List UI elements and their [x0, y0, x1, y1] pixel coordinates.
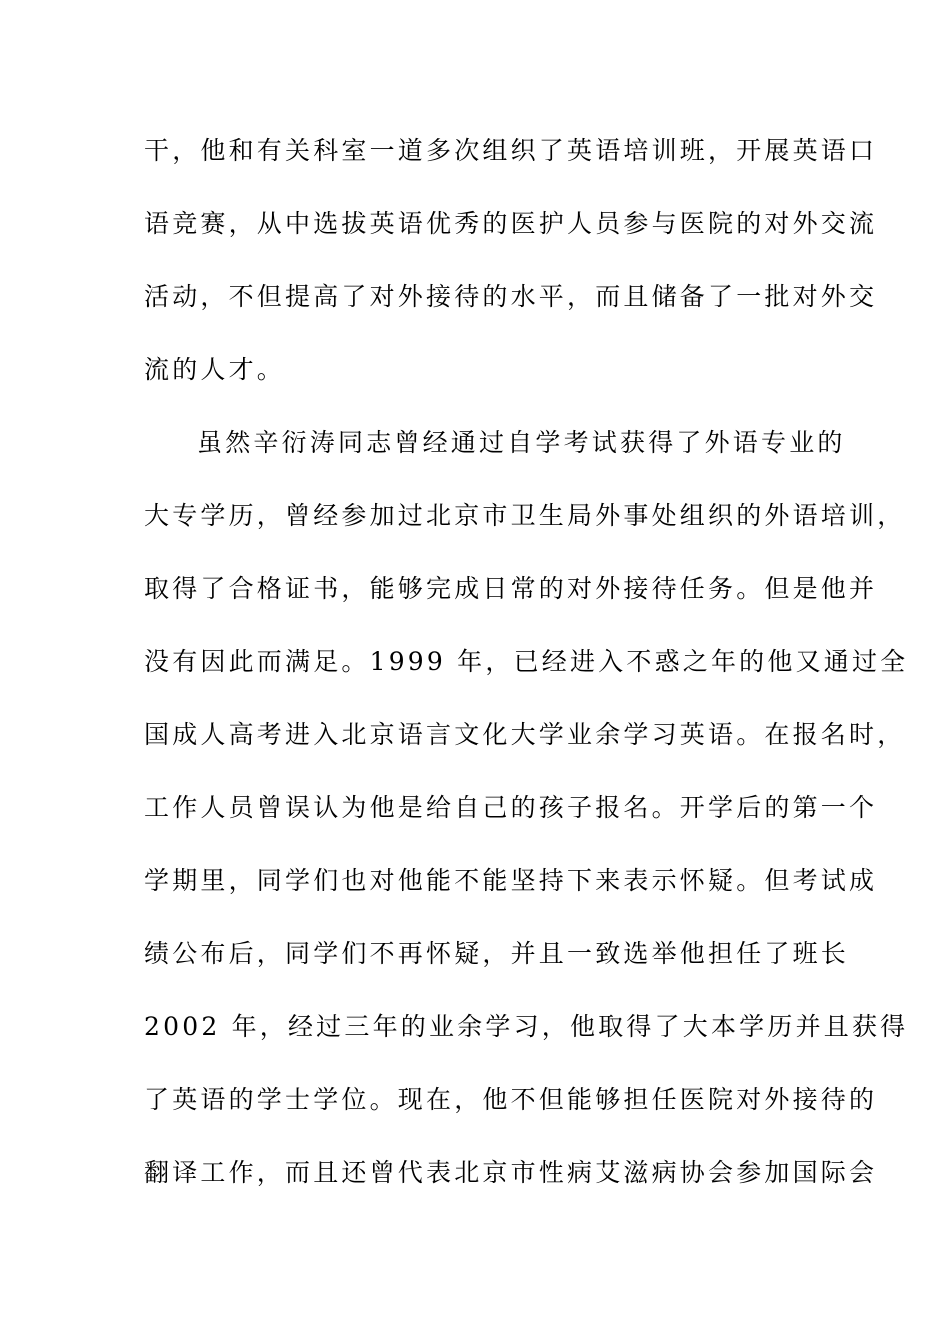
text-line-7: 取得了合格证书，能够完成日常的对外接待任务。但是他并	[144, 574, 878, 603]
text-line-6: 大专学历，曾经参加过北京市卫生局外事处组织的外语培训，	[144, 501, 906, 530]
text-line-15: 翻译工作，而且还曾代表北京市性病艾滋病协会参加国际会	[144, 1158, 878, 1187]
text-line-2: 语竞赛，从中选拔英语优秀的医护人员参与医院的对外交流	[144, 209, 878, 238]
text-line-12: 绩公布后，同学们不再怀疑，并且一致选举他担任了班长	[144, 939, 850, 968]
text-line-10: 工作人员曾误认为他是给自己的孩子报名。开学后的第一个	[144, 793, 878, 822]
paragraph-start-line: 虽然辛衍涛同志曾经通过自学考试获得了外语专业的	[197, 428, 846, 457]
text-line-13: 2002 年，经过三年的业余学习，他取得了大本学历并且获得	[144, 1012, 909, 1041]
text-line-8: 没有因此而满足。1999 年，已经进入不惑之年的他又通过全	[144, 647, 909, 676]
text-line-14: 了英语的学士学位。现在，他不但能够担任医院对外接待的	[144, 1085, 878, 1114]
text-line-3: 活动，不但提高了对外接待的水平，而且储备了一批对外交	[144, 282, 878, 311]
text-line-4: 流的人才。	[144, 355, 286, 384]
text-line-11: 学期里，同学们也对他能不能坚持下来表示怀疑。但考试成	[144, 866, 878, 895]
text-line-1: 干，他和有关科室一道多次组织了英语培训班，开展英语口	[144, 136, 878, 165]
text-line-9: 国成人高考进入北京语言文化大学业余学习英语。在报名时，	[144, 720, 906, 749]
